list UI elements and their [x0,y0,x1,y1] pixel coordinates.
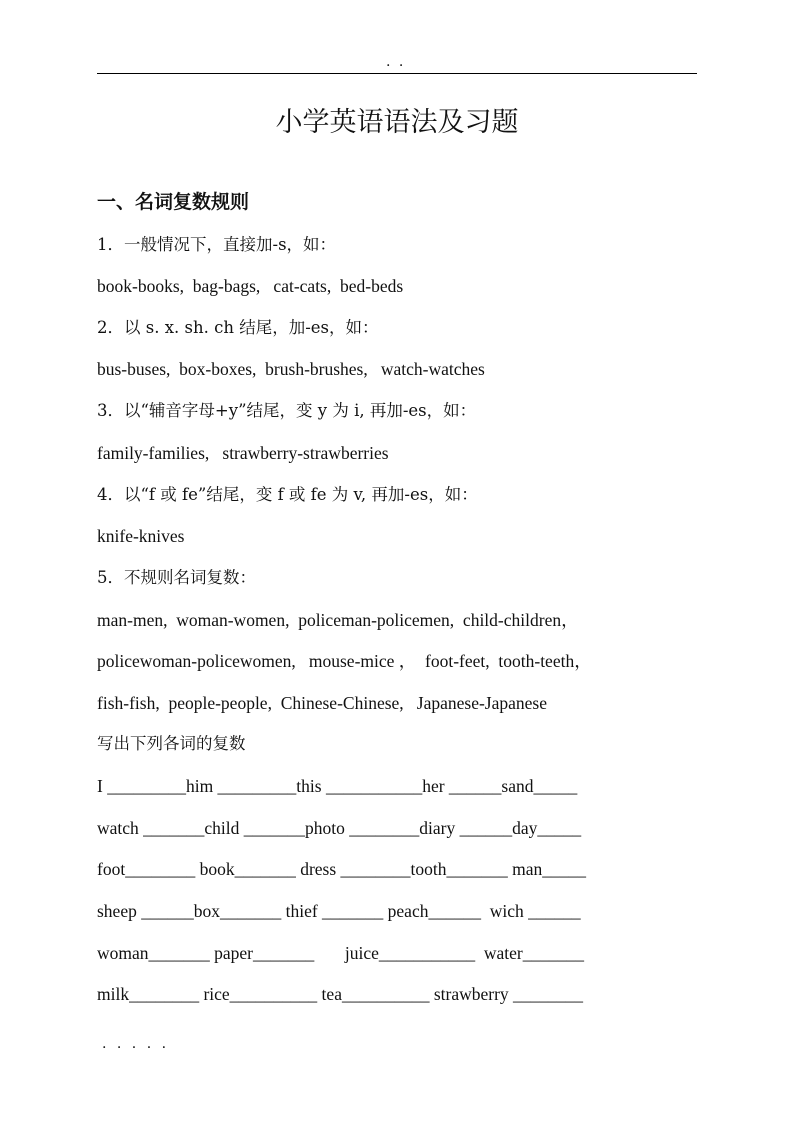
exercise-line-3: foot________ book_______ dress ________tooth_______ man_____ [97,859,587,879]
rule-5-text: 5．不规则名词复数： [97,568,256,587]
irregular-line-3: fish-fish, people-people, Chinese-Chinese, Japanese-Japanese [97,693,547,713]
header-rule [97,73,697,74]
page-title: 小学英语语法及习题 [275,107,519,138]
section-heading: 一、名词复数规则 [97,191,250,213]
rule-3-text: 3．以“辅音字母+y”结尾，变 y 为 i, 再加-es，如： [97,401,477,420]
rule-4-examples: knife-knives [97,526,185,546]
rule-2-examples: bus-buses, box-boxes, brush-brushes, watch-watches [97,359,485,379]
irregular-line-2: policewoman-policewomen, mouse-mice ， foot-feet, tooth-teeth， [97,651,592,671]
exercise-line-1: I _________him _________this ___________her ______sand_____ [97,776,578,796]
rule-4-text: 4．以“f 或 fe”结尾，变 f 或 fe 为 v, 再加-es，如： [97,485,478,504]
footer-dots: . . . . . [102,1036,170,1052]
exercise-line-2: watch _______child _______photo ________diary ______day_____ [97,818,582,838]
rule-1-examples: book-books, bag-bags, cat-cats, bed-beds [97,276,404,296]
exercise-instruction: 写出下列各词的复数 [97,734,246,753]
header-dots: . . [386,54,406,70]
rule-1-text: 1．一般情况下，直接加-s，如： [97,235,337,254]
exercise-line-6: milk________ rice__________ tea__________ strawberry ________ [97,984,584,1004]
rule-2-text: 2．以 s. x. sh. ch 结尾，加-es，如： [97,318,379,337]
exercise-line-5: woman_______ paper_______ juice___________ water_______ [97,943,585,963]
irregular-line-1: man-men, woman-women, policeman-policemen, child-children， [97,610,579,630]
exercise-line-4: sheep ______box_______ thief _______ peach______ wich ______ [97,901,581,921]
rule-3-examples: family-families, strawberry-strawberries [97,443,389,463]
